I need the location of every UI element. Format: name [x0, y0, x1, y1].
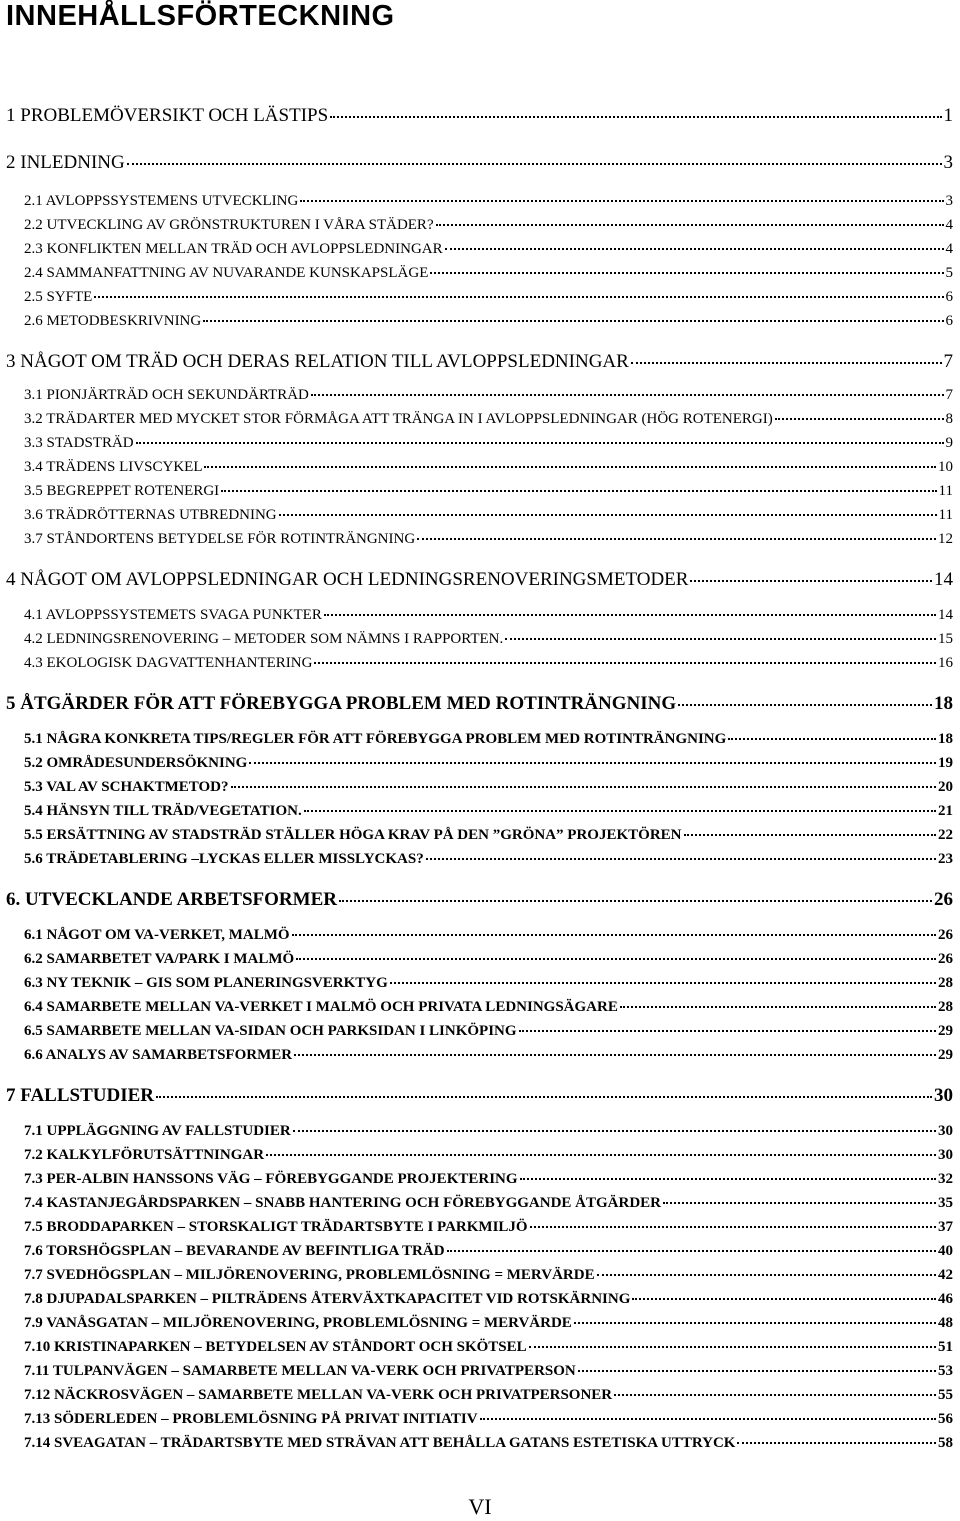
dot-leader: [314, 662, 936, 664]
toc-entry[interactable]: [24, 241, 953, 258]
toc-entry[interactable]: [24, 387, 953, 404]
toc-entry[interactable]: [24, 779, 953, 796]
toc-entry[interactable]: [24, 1147, 953, 1164]
dot-leader: [127, 163, 942, 165]
toc-entry[interactable]: [24, 951, 953, 968]
toc-entry-title: 3.2 TRÄDARTER MED MYCKET STOR FÖRMÅGA ATT TRÄNGA IN I AVLOPPSLEDNINGAR (HÖG ROTENERGI): [24, 411, 773, 427]
toc-entry-page: 23: [938, 851, 953, 867]
toc-entry[interactable]: [24, 631, 953, 648]
toc-entry-title: 2.2 UTVECKLING AV GRÖNSTRUKTUREN I VÅRA STÄDER?: [24, 217, 434, 233]
dot-leader: [775, 418, 944, 420]
toc-entry[interactable]: [24, 1219, 953, 1236]
toc-entry-title: 7.4 KASTANJEGÅRDSPARKEN – SNABB HANTERING OCH FÖREBYGGANDE ÅTGÄRDER: [24, 1195, 662, 1211]
toc-entry[interactable]: [24, 1435, 953, 1452]
dot-leader: [597, 1274, 936, 1276]
toc-entry[interactable]: [24, 1023, 953, 1040]
toc-entry-title: 2.3 KONFLIKTEN MELLAN TRÄD OCH AVLOPPSLEDNINGAR: [24, 241, 443, 257]
dot-leader: [324, 614, 936, 616]
toc-entry-title: 6.5 SAMARBETE MELLAN VA-SIDAN OCH PARKSIDAN I LINKÖPING: [24, 1023, 517, 1039]
toc-entry[interactable]: [24, 265, 953, 282]
toc-entry-title: 2.5 SYFTE: [24, 289, 93, 305]
dot-leader: [737, 1442, 936, 1444]
toc-entry[interactable]: [24, 607, 953, 624]
toc-entry-title: 3.6 TRÄDRÖTTERNAS UTBREDNING: [24, 507, 277, 523]
dot-leader: [530, 1226, 936, 1228]
toc-entry-page: 55: [938, 1387, 953, 1403]
toc-entry-title: 7.13 SÖDERLEDEN – PROBLEMLÖSNING PÅ PRIVAT INITIATIV: [24, 1411, 478, 1427]
toc-entry-page: 26: [934, 889, 953, 910]
toc-entry-title: 7.7 SVEDHÖGSPLAN – MILJÖRENOVERING, PROBLEMLÖSNING = MERVÄRDE: [24, 1267, 595, 1283]
toc-entry-page: 11: [938, 483, 953, 499]
toc-entry-title: 5.1 NÅGRA KONKRETA TIPS/REGLER FÖR ATT FÖREBYGGA PROBLEM MED ROTINTRÄNGNING: [24, 731, 727, 747]
dot-leader: [505, 638, 936, 640]
toc-entry-page: 40: [938, 1243, 953, 1259]
dot-leader: [678, 704, 932, 706]
toc-entry[interactable]: [24, 193, 953, 210]
toc-entry[interactable]: [24, 655, 953, 672]
toc-entry-title: 1 PROBLEMÖVERSIKT OCH LÄSTIPS: [6, 105, 329, 126]
toc-entry[interactable]: [24, 1195, 953, 1212]
toc-entry-page: 56: [938, 1411, 953, 1427]
dot-leader: [620, 1006, 936, 1008]
toc-entry-page: 11: [938, 507, 953, 523]
dot-leader: [339, 900, 932, 902]
dot-leader: [204, 466, 936, 468]
dot-leader: [330, 116, 941, 118]
toc-entry-title: 7.5 BRODDAPARKEN – STORSKALIGT TRÄDARTSBYTE I PARKMILJÖ: [24, 1219, 528, 1235]
toc-entry[interactable]: [6, 569, 953, 591]
toc-entry-title: 5.6 TRÄDETABLERING –LYCKAS ELLER MISSLYCKAS?: [24, 851, 424, 867]
toc-entry-title: 7.2 KALKYLFÖRUTSÄTTNINGAR: [24, 1147, 265, 1163]
toc-entry-page: 8: [945, 411, 953, 427]
toc-entry-title: 5.4 HÄNSYN TILL TRÄD/VEGETATION.: [24, 803, 302, 819]
toc-entry-page: 18: [938, 731, 953, 747]
toc-entry[interactable]: [24, 1047, 953, 1064]
toc-entry-page: 4: [945, 241, 953, 257]
toc-entry-title: 5.3 VAL AV SCHAKTMETOD?: [24, 779, 229, 795]
toc-entry-page: 5: [945, 265, 953, 281]
toc-entry-page: 14: [934, 569, 953, 590]
dot-leader: [136, 442, 944, 444]
toc-entry-title: 7 FALLSTUDIER: [6, 1085, 154, 1106]
toc-entry-title: 6.1 NÅGOT OM VA-VERKET, MALMÖ: [24, 927, 290, 943]
dot-leader: [529, 1346, 936, 1348]
toc-entry-title: 6. UTVECKLANDE ARBETSFORMER: [6, 889, 337, 910]
toc-entry-page: 6: [945, 313, 953, 329]
toc-entry[interactable]: [24, 507, 953, 524]
toc-entry[interactable]: [24, 531, 953, 548]
dot-leader: [311, 394, 944, 396]
toc-entry-title: 6.3 NY TEKNIK – GIS SOM PLANERINGSVERKTYG: [24, 975, 388, 991]
dot-leader: [156, 1096, 932, 1098]
toc-entry[interactable]: [24, 1363, 953, 1380]
toc-entry[interactable]: [24, 975, 953, 992]
toc-entry-page: 12: [938, 531, 953, 547]
toc-entry[interactable]: [6, 693, 953, 715]
toc-entry-title: 6.6 ANALYS AV SAMARBETSFORMER: [24, 1047, 293, 1063]
toc-entry[interactable]: [24, 1411, 953, 1428]
toc-entry[interactable]: [24, 851, 953, 868]
toc-entry-page: 6: [945, 289, 953, 305]
toc-entry[interactable]: [24, 731, 953, 748]
toc-entry[interactable]: [24, 827, 953, 844]
toc-entry[interactable]: [6, 105, 953, 127]
dot-leader: [578, 1370, 936, 1372]
dot-leader: [684, 834, 937, 836]
toc-entry[interactable]: [24, 313, 953, 330]
toc-entry[interactable]: [6, 1085, 953, 1107]
toc-entry-title: 7.1 UPPLÄGGNING AV FALLSTUDIER: [24, 1123, 291, 1139]
toc-entry-page: 7: [945, 387, 953, 403]
toc-entry[interactable]: [24, 1315, 953, 1332]
toc-entry[interactable]: [24, 1123, 953, 1140]
toc-entry-page: 10: [938, 459, 953, 475]
toc-entry[interactable]: [24, 1171, 953, 1188]
toc-entry-title: 3.7 STÅNDORTENS BETYDELSE FÖR ROTINTRÄNGNING: [24, 531, 416, 547]
toc-entry-page: 19: [938, 755, 953, 771]
toc-entry-page: 20: [938, 779, 953, 795]
toc-entry-page: 22: [938, 827, 953, 843]
dot-leader: [519, 1030, 936, 1032]
page-number-footer: VI: [468, 1494, 492, 1519]
dot-leader: [430, 272, 943, 274]
toc-entry-page: 35: [938, 1195, 953, 1211]
dot-leader: [631, 362, 942, 364]
toc-entry[interactable]: [24, 1339, 953, 1356]
dot-leader: [426, 858, 936, 860]
toc-entry-page: 18: [934, 693, 953, 714]
toc-entry-page: 9: [945, 435, 953, 451]
dot-leader: [304, 810, 936, 812]
dot-leader: [279, 514, 937, 516]
toc-entry-title: 2.1 AVLOPPSSYSTEMENS UTVECKLING: [24, 193, 299, 209]
dot-leader: [574, 1322, 936, 1324]
toc-entry[interactable]: [24, 411, 953, 428]
toc-entry[interactable]: [24, 217, 953, 234]
dot-leader: [663, 1202, 936, 1204]
toc-entry[interactable]: [24, 483, 953, 500]
toc-entry-title: 5 ÅTGÄRDER FÖR ATT FÖREBYGGA PROBLEM MED ROTINTRÄNGNING: [6, 693, 677, 714]
dot-leader: [292, 934, 936, 936]
toc-entry[interactable]: [24, 459, 953, 476]
toc-entry-page: 37: [938, 1219, 953, 1235]
toc-entry-page: 21: [938, 803, 953, 819]
toc-entry-title: 2.6 METODBESKRIVNING: [24, 313, 202, 329]
toc-entry-title: 2.4 SAMMANFATTNING AV NUVARANDE KUNSKAPSLÄGE: [24, 265, 429, 281]
toc-entry-page: 46: [938, 1291, 953, 1307]
toc-entry-page: 30: [938, 1147, 953, 1163]
toc-entry-page: 14: [938, 607, 953, 623]
toc-entry[interactable]: [24, 1267, 953, 1284]
dot-leader: [266, 1154, 936, 1156]
toc-entry-title: 7.8 DJUPADALSPARKEN – PILTRÄDENS ÅTERVÄXTKAPACITET VID ROTSKÄRNING: [24, 1291, 631, 1307]
toc-entry[interactable]: [24, 1243, 953, 1260]
toc-entry-page: 3: [945, 193, 953, 209]
toc-entry-title: 5.2 OMRÅDESUNDERSÖKNING: [24, 755, 248, 771]
dot-leader: [94, 296, 943, 298]
toc-entry-title: 4.2 LEDNINGSRENOVERING – METODER SOM NÄMNS I RAPPORTEN.: [24, 631, 504, 647]
dot-leader: [300, 200, 943, 202]
toc-entry-title: 6.4 SAMARBETE MELLAN VA-VERKET I MALMÖ OCH PRIVATA LEDNINGSÄGARE: [24, 999, 618, 1015]
dot-leader: [445, 248, 944, 250]
toc-entry-page: 30: [938, 1123, 953, 1139]
toc-entry[interactable]: [24, 999, 953, 1016]
toc-entry[interactable]: [24, 289, 953, 306]
toc-entry-title: 3.5 BEGREPPET ROTENERGI: [24, 483, 220, 499]
toc-entry-title: 7.14 SVEAGATAN – TRÄDARTSBYTE MED STRÄVAN ATT BEHÅLLA GATANS ESTETISKA UTTRYCK: [24, 1435, 736, 1451]
toc-entry-title: 7.11 TULPANVÄGEN – SAMARBETE MELLAN VA-VERK OCH PRIVATPERSON: [24, 1363, 576, 1379]
toc-entry-page: 51: [938, 1339, 953, 1355]
dot-leader: [221, 490, 936, 492]
toc-entry[interactable]: [24, 1291, 953, 1308]
dot-leader: [632, 1298, 936, 1300]
dot-leader: [249, 762, 936, 764]
toc-entry-title: 7.10 KRISTINAPARKEN – BETYDELSEN AV STÅNDORT OCH SKÖTSEL: [24, 1339, 527, 1355]
toc-entry-title: 7.9 VANÅSGATAN – MILJÖRENOVERING, PROBLEMLÖSNING = MERVÄRDE: [24, 1315, 572, 1331]
dot-leader: [614, 1394, 936, 1396]
toc-entry-title: 7.6 TORSHÖGSPLAN – BEVARANDE AV BEFINTLIGA TRÄD: [24, 1243, 445, 1259]
toc-entry-page: 32: [938, 1171, 953, 1187]
toc-entry-page: 28: [938, 975, 953, 991]
toc-entry[interactable]: [6, 152, 953, 174]
dot-leader: [231, 786, 936, 788]
toc-entry-page: 26: [938, 951, 953, 967]
toc-entry[interactable]: [6, 351, 953, 373]
toc-entry-title: 7.3 PER-ALBIN HANSSONS VÄG – FÖREBYGGANDE PROJEKTERING: [24, 1171, 518, 1187]
toc-entry-title: 3 NÅGOT OM TRÄD OCH DERAS RELATION TILL AVLOPPSLEDNINGAR: [6, 351, 629, 372]
toc-entry-page: 29: [938, 1047, 953, 1063]
toc-entry-page: 28: [938, 999, 953, 1015]
dot-leader: [203, 320, 943, 322]
dot-leader: [294, 1054, 936, 1056]
toc-entry[interactable]: [24, 755, 953, 772]
toc-entry[interactable]: [24, 1387, 953, 1404]
toc-entry-page: 48: [938, 1315, 953, 1331]
toc-entry-page: 1: [943, 105, 953, 126]
toc-entry-page: 4: [945, 217, 953, 233]
toc-entry-page: 15: [938, 631, 953, 647]
toc-entry[interactable]: [24, 435, 953, 452]
dot-leader: [447, 1250, 936, 1252]
dot-leader: [480, 1418, 936, 1420]
dot-leader: [436, 224, 944, 226]
toc-entry-title: 7.12 NÄCKROSVÄGEN – SAMARBETE MELLAN VA-VERK OCH PRIVATPERSONER: [24, 1387, 613, 1403]
toc-entry[interactable]: [24, 803, 953, 820]
toc-entry-page: 26: [938, 927, 953, 943]
toc-entry-title: 5.5 ERSÄTTNING AV STADSTRÄD STÄLLER HÖGA KRAV PÅ DEN ”GRÖNA” PROJEKTÖREN: [24, 827, 682, 843]
toc-entry-title: 2 INLEDNING: [6, 152, 125, 173]
toc-entry-title: 4 NÅGOT OM AVLOPPSLEDNINGAR OCH LEDNINGSRENOVERINGSMETODER: [6, 569, 689, 590]
toc-entry-title: 3.3 STADSTRÄD: [24, 435, 134, 451]
dot-leader: [690, 580, 932, 582]
dot-leader: [520, 1178, 936, 1180]
toc-entry[interactable]: [6, 889, 953, 911]
toc-entry-title: 4.1 AVLOPPSSYSTEMETS SVAGA PUNKTER: [24, 607, 322, 623]
dot-leader: [293, 1130, 936, 1132]
toc-entry-page: 16: [938, 655, 953, 671]
toc-entry-title: 6.2 SAMARBETET VA/PARK I MALMÖ: [24, 951, 295, 967]
dot-leader: [417, 538, 936, 540]
page-title: INNEHÅLLSFÖRTECKNING: [6, 0, 395, 32]
toc-entry-page: 3: [943, 152, 953, 173]
toc-entry-title: 4.3 EKOLOGISK DAGVATTENHANTERING: [24, 655, 313, 671]
toc-entry-title: 3.4 TRÄDENS LIVSCYKEL: [24, 459, 203, 475]
toc-entry[interactable]: [24, 927, 953, 944]
toc-entry-title: 3.1 PIONJÄRTRÄD OCH SEKUNDÄRTRÄD: [24, 387, 309, 403]
dot-leader: [296, 958, 936, 960]
toc-entry-page: 7: [943, 351, 953, 372]
toc-entry-page: 29: [938, 1023, 953, 1039]
dot-leader: [728, 738, 936, 740]
dot-leader: [390, 982, 936, 984]
toc-entry-page: 42: [938, 1267, 953, 1283]
toc-entry-page: 58: [938, 1435, 953, 1451]
toc-entry-page: 53: [938, 1363, 953, 1379]
toc-entry-page: 30: [934, 1085, 953, 1106]
